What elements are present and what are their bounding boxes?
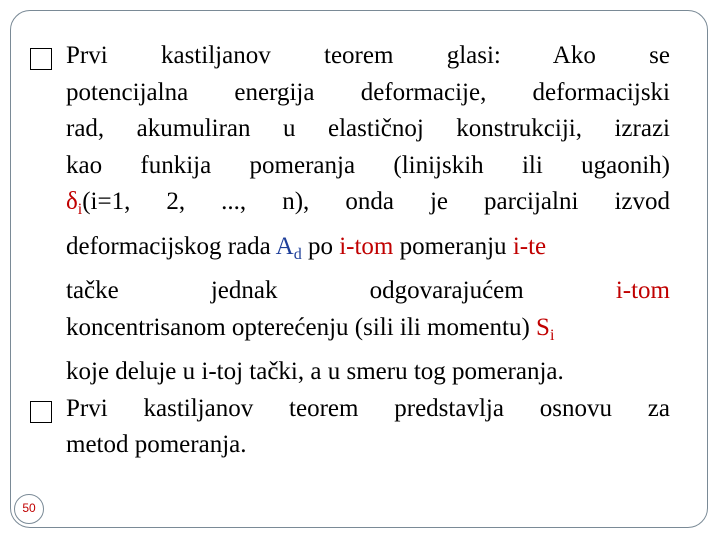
page-number-badge: 50	[14, 494, 44, 524]
text-line: kao funkija pomeranja (linijskih ili ugaonih)	[66, 151, 670, 179]
square-bullet-icon	[30, 48, 52, 70]
paragraph-theorem-basis	[30, 391, 670, 464]
text-fragment: po	[301, 232, 340, 260]
text-line: metod pomeranja.	[66, 431, 247, 458]
text-line: koje deluje u i-toj tački, a u smeru tog pomeranja.	[66, 358, 564, 385]
square-bullet-icon	[30, 401, 52, 423]
highlight-i-te: i-te	[512, 232, 547, 260]
text-line	[66, 184, 670, 229]
text-line: Prvi kastiljanov teorem predstavlja osnovu za	[66, 394, 670, 422]
text-line: Prvi kastiljanov teorem glasi: Ako se	[66, 42, 670, 69]
delta-symbol: δ	[66, 188, 78, 215]
highlight-i-tom: i-tom	[339, 232, 394, 260]
text-line	[66, 229, 670, 274]
text-fragment: pomeranju	[393, 232, 513, 260]
s-subscript: i	[549, 326, 555, 344]
highlight-i-tom: i-tom	[615, 277, 670, 304]
text-line	[66, 273, 670, 310]
ad-symbol: A	[275, 232, 294, 260]
text-fragment: koncentrisanom opterećenju (sili ili momentu)	[66, 313, 537, 341]
text-fragment: deformacijskog rada	[66, 232, 276, 260]
delta-subscript: i	[77, 201, 83, 218]
paragraph-theorem-statement	[30, 38, 670, 391]
text-line: potencijalna energija deformacije, deformacijski	[66, 78, 670, 106]
ad-subscript: d	[293, 245, 302, 263]
text-fragment: (i=1, 2, ..., n), onda je parcijalni izvod	[82, 188, 670, 215]
text-line	[66, 310, 670, 355]
slide-content	[30, 38, 670, 464]
text-line: rad, akumuliran u elastičnoj konstrukciji, izrazi	[66, 115, 670, 142]
text-fragment: tačke jednak odgovarajućem	[66, 277, 616, 304]
s-symbol: S	[536, 313, 550, 341]
